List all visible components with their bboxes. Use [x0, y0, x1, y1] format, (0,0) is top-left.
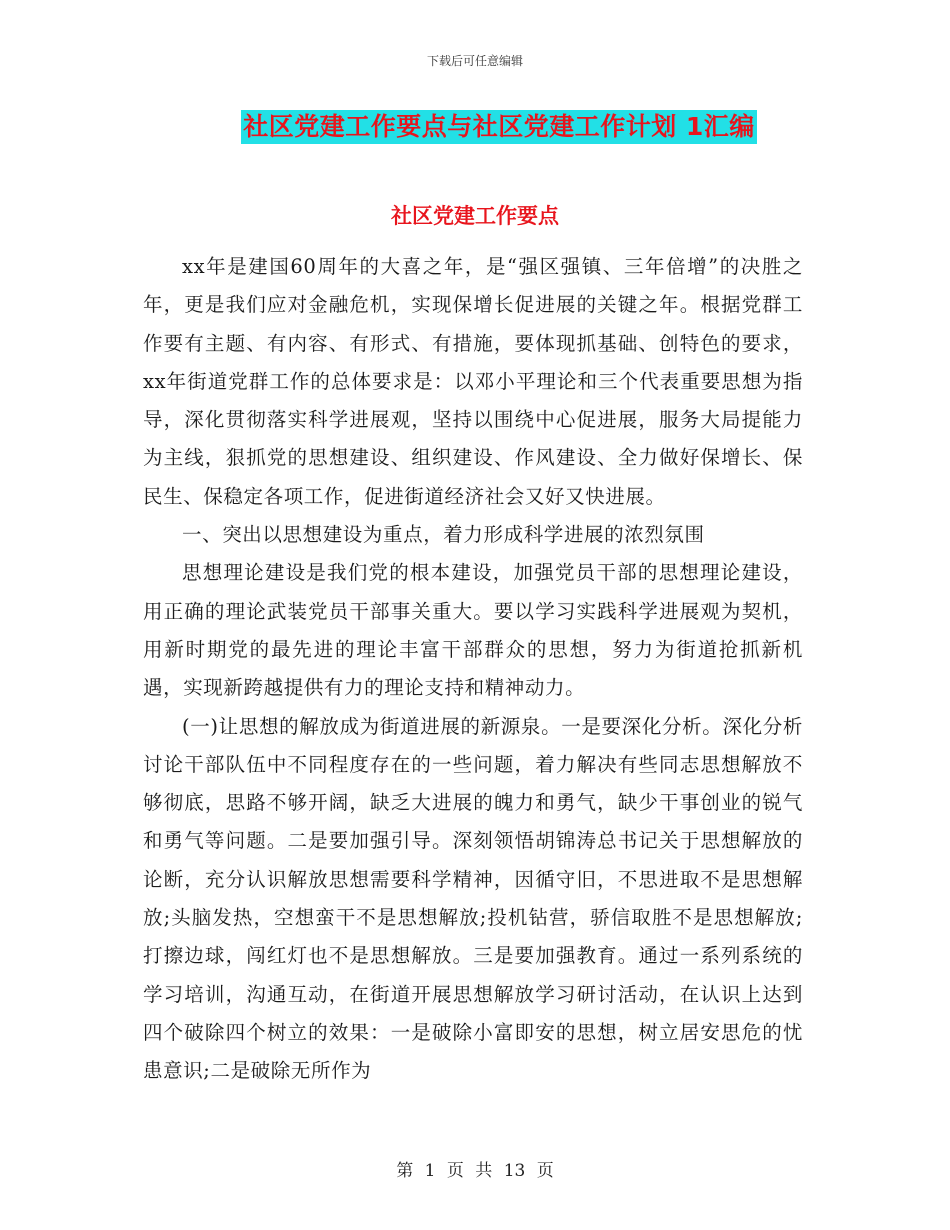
page-footer: 第 1 页 共 13 页 [396, 1161, 554, 1181]
main-title-container [0, 110, 950, 144]
body-paragraph: xx年是建国60周年的大喜之年，是“强区强镇、三年倍增”的决胜之年，更是我们应对金融危机，实现保增长促进展的关键之年。根据党群工作要有主题、有内容、有形式、有措施，要体现抓基础、创特色的要求，xx年街道党群工作的总体要求是：以邓小平理论和三个代表重要思想为指导，深化贯彻落实科学进展观，坚持以围绕中心促进展，服务大局提能力为主线，狠抓党的思想建设、组织建设、作风建设、全力做好保增长、保民生、保稳定各项工作，促进街道经济社会又好又快进展。 [143, 255, 803, 508]
document-title: 社区党建工作要点与社区党建工作计划 1汇编 [241, 110, 757, 144]
body-paragraph: 一、突出以思想建设为重点，着力形成科学进展的浓烈氛围 [182, 523, 705, 547]
document-body [143, 248, 803, 1091]
section-title: 社区党建工作要点 [391, 204, 559, 228]
body-paragraph: 思想理论建设是我们党的根本建设，加强党员干部的思想理论建设，用正确的理论武装党员干部事关重大。要以学习实践科学进展观为契机，用新时期党的最先进的理论丰富干部群众的思想，努力为街道抢抓新机遇，实现新跨越提供有力的理论支持和精神动力。 [143, 561, 803, 700]
page-header-note: 下载后可任意编辑 [426, 54, 523, 68]
body-paragraph: (一)让思想的解放成为街道进展的新源泉。一是要深化分析。深化分析讨论干部队伍中不同程度存在的一些问题，着力解决有些同志思想解放不够彻底，思路不够开阔，缺乏大进展的魄力和勇气，缺少干事创业的锐气和勇气等问题。二是要加强引导。深刻领悟胡锦涛总书记关于思想解放的论断，充分认识解放思想需要科学精神，因循守旧，不思进取不是思想解放;头脑发热，空想蛮干不是思想解放;投机钻营，骄信取胜不是思想解放;打擦边球，闯红灯也不是思想解放。三是要加强教育。通过一系列系统的学习培训，沟通互动，在街道开展思想解放学习研讨活动，在认识上达到四个破除四个树立的效果：一是破除小富即安的思想，树立居安思危的忧患意识;二是破除无所作为 [143, 714, 803, 1083]
